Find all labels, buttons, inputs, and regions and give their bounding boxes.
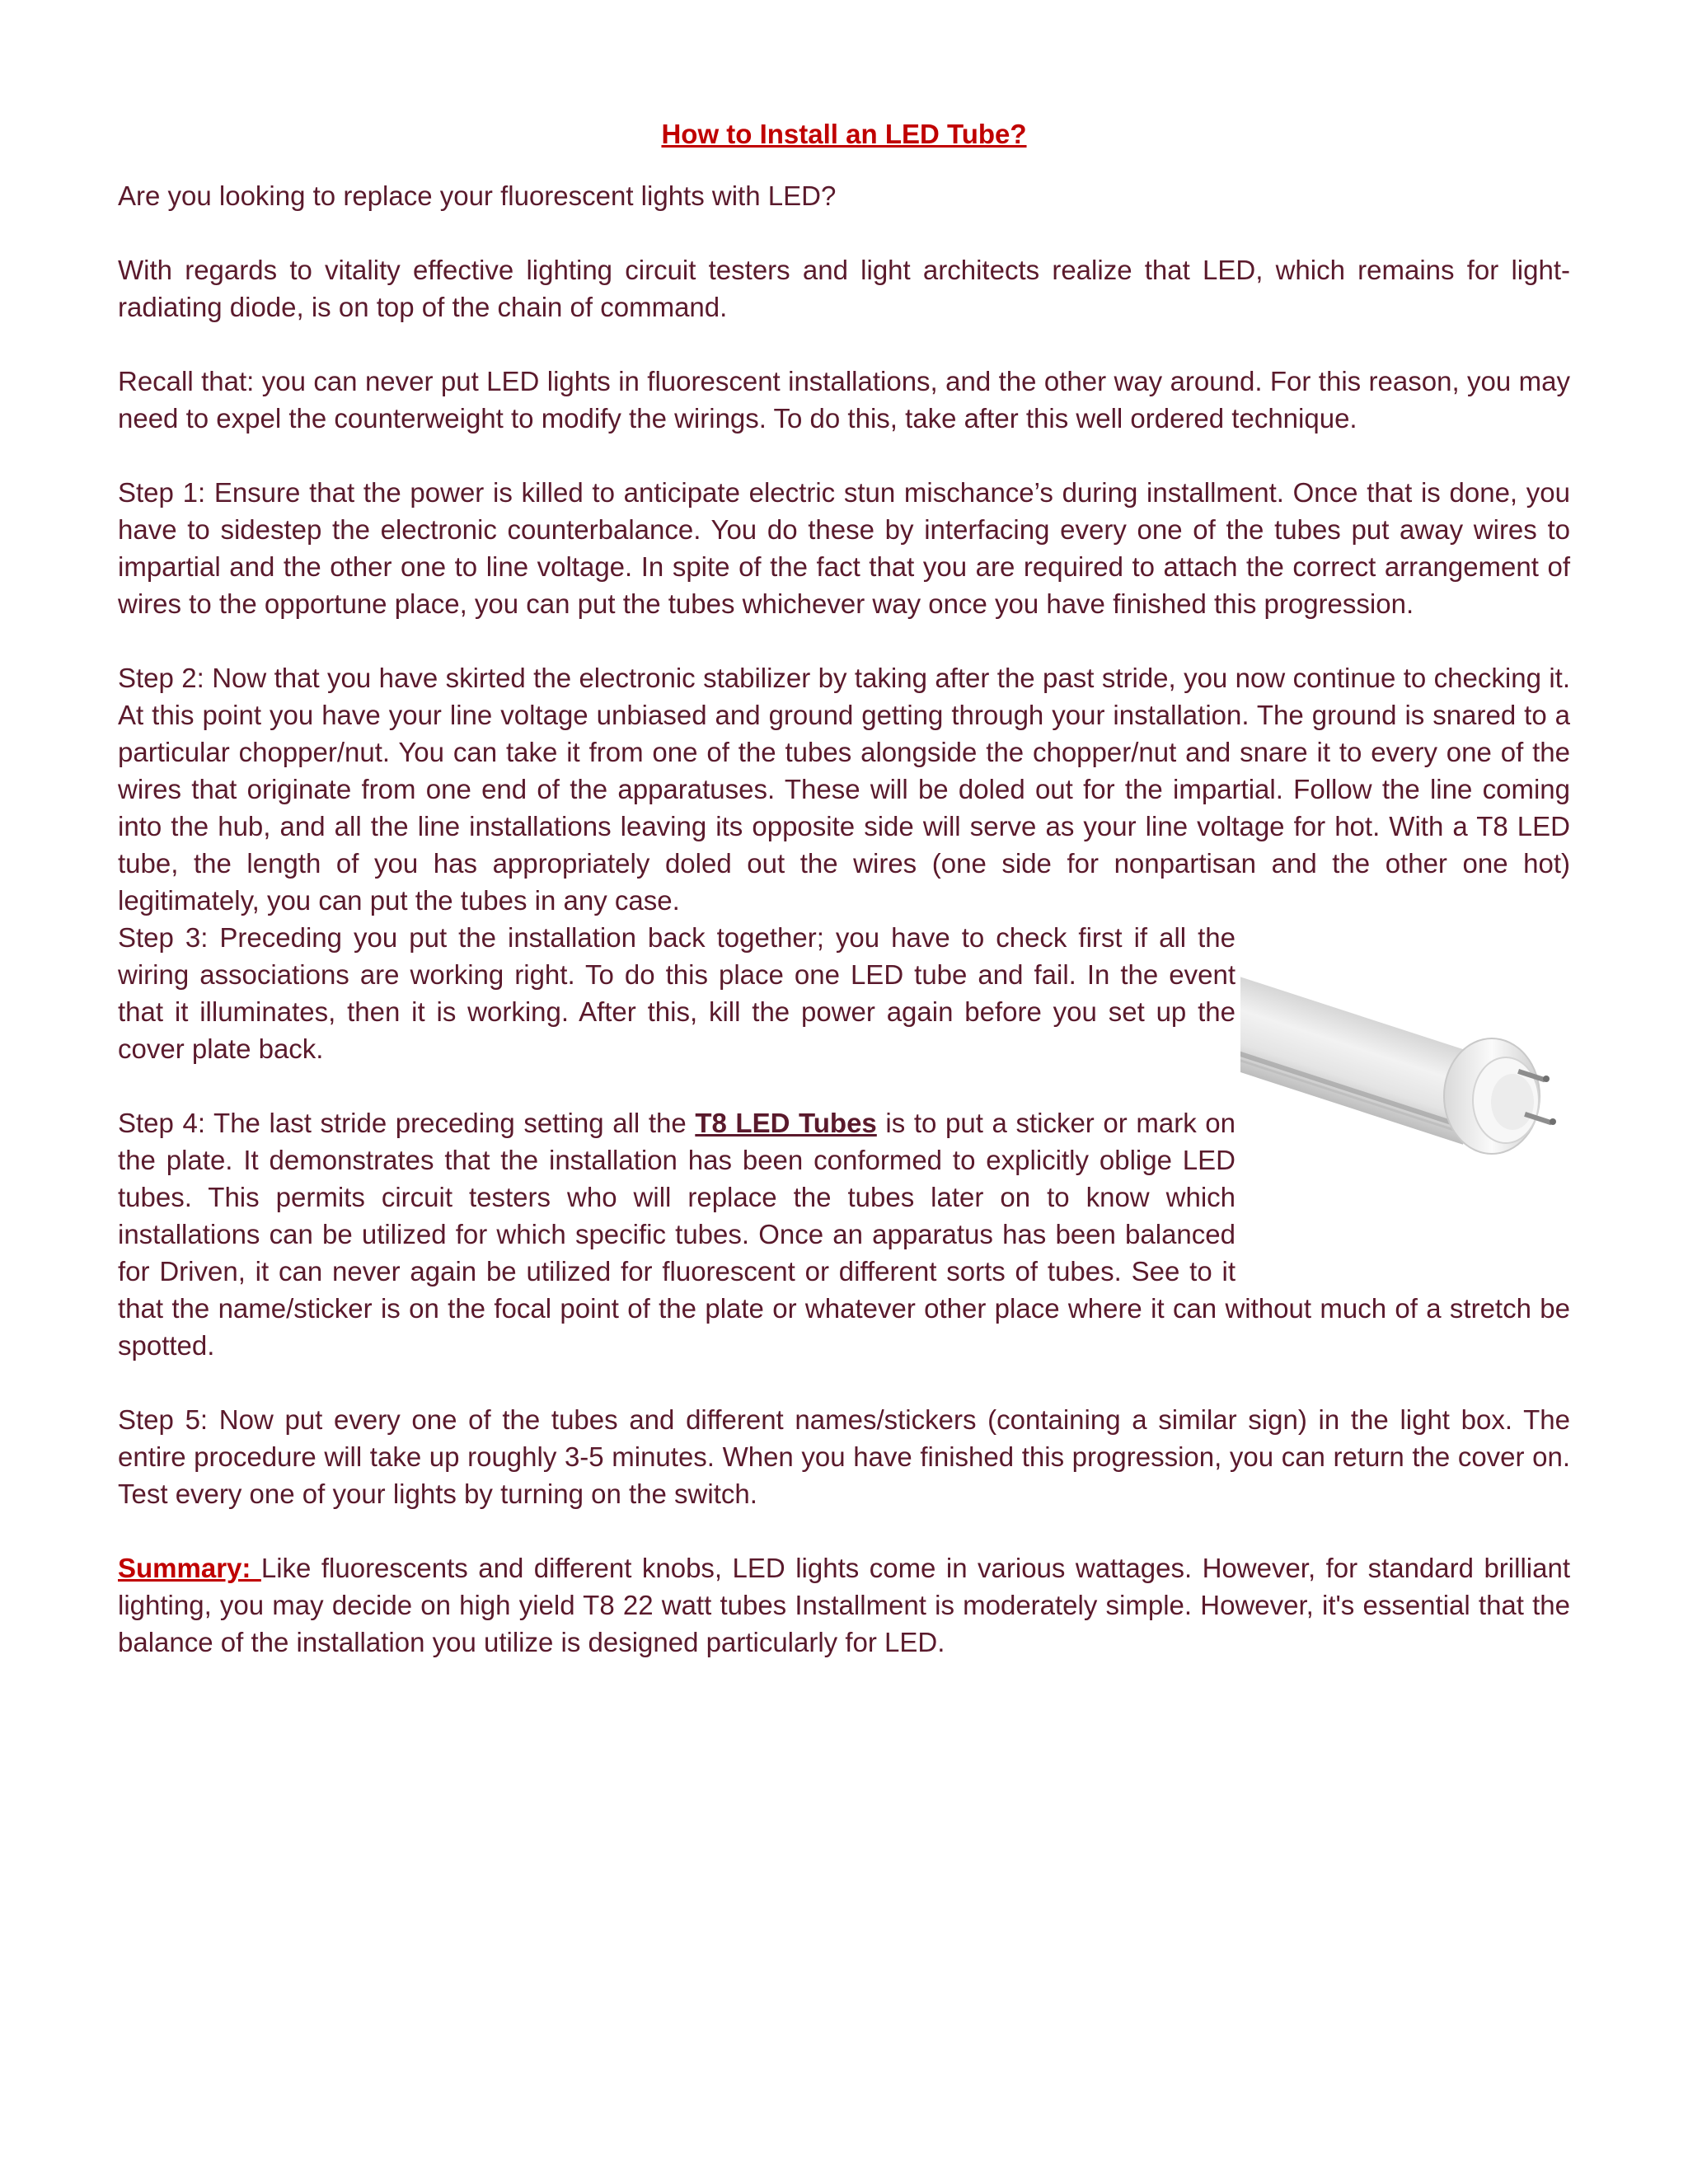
paragraph-led-intro: With regards to vitality effective lighting circuit testers and light architects realize that LED, which remains for light-radiating diode, is on top of the chain of command. [118, 255, 1570, 322]
step-5-paragraph: Step 5: Now put every one of the tubes and different names/stickers (containing a similar sign) in the light box. The entire procedure will take up roughly 3-5 minutes. When you have finished this progression, you can return the cover on. Test every one of your lights by turning on the switch. [118, 1404, 1570, 1509]
t8-led-tubes-link[interactable]: T8 LED Tubes [695, 1108, 877, 1138]
summary-paragraph [118, 1549, 1570, 1661]
document-body [118, 115, 1570, 1698]
led-tube-icon [1240, 944, 1570, 1273]
led-tube-image [1240, 944, 1570, 1273]
step-3-paragraph: Step 3: Preceding you put the installation back together; you have to check first if all the wiring associations are working right. To do this place one LED tube and fail. In the event that it illuminates, then it is working. After this, kill the power again before you set up the cover plate back. [118, 922, 1236, 1064]
summary-text: Like fluorescents and different knobs, LED lights come in various wattages. However, for standard brilliant lighting, you may decide on high yield T8 22 watt tubes Installment is moderately simple. However, it's essential that the balance of the installation you utilize is designed particularly for LED. [118, 1553, 1570, 1657]
step-4-text-start: Step 4: The last stride preceding setting all the [118, 1108, 696, 1138]
intro-question: Are you looking to replace your fluorescent lights with LED? [118, 180, 837, 211]
summary-label: Summary: [118, 1553, 261, 1583]
tube-end-cap [1444, 1038, 1540, 1154]
step-4-text-end: is to put a sticker or mark on the plate. It demonstrates that the installation has been conformed to explicitly oblige LED tubes. This permits circuit testers who will replace the tubes later on to know which installations can be utilized for which specific tubes. Once an apparatus has been balanced for Driven, it can never again be utilized for fluorescent or different sorts of tubes. See to it that the name/sticker is on the focal point of the plate or whatever other place where it can without much of a stretch be spotted. [118, 1108, 1570, 1361]
step-1-paragraph: Step 1: Ensure that the power is killed to anticipate electric stun mischance’s during installment. Once that is done, you have to sidestep the electronic counterbalance. You do these by interfacing every one of the tubes put away wires to impartial and the other one to line voltage. In spite of the fact that you are required to attach the correct arrangement of wires to the opportune place, you can put the tubes whichever way once you have finished this progression. [118, 477, 1570, 619]
page-title: How to Install an LED Tube? [661, 119, 1027, 149]
paragraph-recall: Recall that: you can never put LED lights in fluorescent installations, and the other way around. For this reason, you may need to expel the counterweight to modify the wirings. To do this, take after this well ordered technique. [118, 366, 1570, 434]
step-2-paragraph: Step 2: Now that you have skirted the electronic stabilizer by taking after the past stride, you now continue to checking it. At this point you have your line voltage unbiased and ground getting through your installation. The ground is snared to a particular chopper/nut. You can take it from one of the tubes alongside the chopper/nut and snare it to every one of the wires that originate from one end of the apparatuses. These will be doled out for the impartial. Follow the line coming into the hub, and all the line installations leaving its opposite side will serve as your line voltage for hot. With a T8 LED tube, the length of you has appropriately doled out the wires (one side for nonpartisan and the other one hot) legitimately, you can put the tubes in any case. [118, 663, 1570, 916]
